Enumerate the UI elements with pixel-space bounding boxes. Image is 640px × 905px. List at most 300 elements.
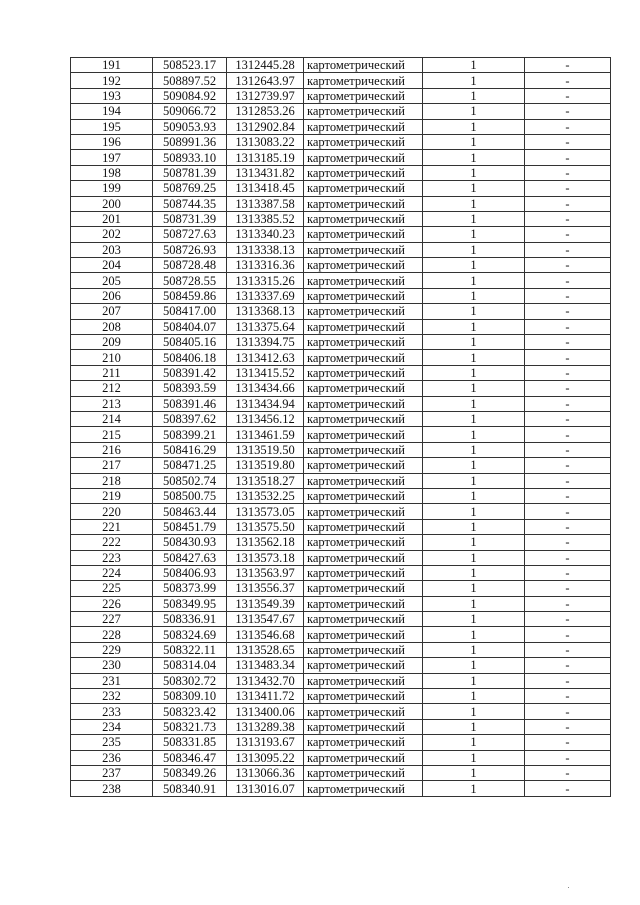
point-number-cell: 226 <box>71 596 153 611</box>
method-cell: картометрический <box>304 781 423 796</box>
point-number-cell: 198 <box>71 165 153 180</box>
dash-cell: - <box>525 258 611 273</box>
table-row <box>71 119 611 134</box>
point-number-cell: 209 <box>71 335 153 350</box>
table-row <box>71 427 611 442</box>
table-row <box>71 673 611 688</box>
y-coordinate-cell: 1313415.52 <box>227 365 304 380</box>
precision-cell: 1 <box>423 350 525 365</box>
point-number-cell: 208 <box>71 319 153 334</box>
x-coordinate-cell: 508340.91 <box>153 781 227 796</box>
y-coordinate-cell: 1313456.12 <box>227 411 304 426</box>
x-coordinate-cell: 508427.63 <box>153 550 227 565</box>
method-cell: картометрический <box>304 535 423 550</box>
point-number-cell: 238 <box>71 781 153 796</box>
x-coordinate-cell: 508302.72 <box>153 673 227 688</box>
table-row <box>71 735 611 750</box>
dash-cell: - <box>525 181 611 196</box>
point-number-cell: 203 <box>71 242 153 257</box>
x-coordinate-cell: 508405.16 <box>153 335 227 350</box>
precision-cell: 1 <box>423 750 525 765</box>
dash-cell: - <box>525 288 611 303</box>
point-number-cell: 223 <box>71 550 153 565</box>
point-number-cell: 212 <box>71 381 153 396</box>
x-coordinate-cell: 508933.10 <box>153 150 227 165</box>
table-row <box>71 458 611 473</box>
y-coordinate-cell: 1313066.36 <box>227 765 304 780</box>
point-number-cell: 236 <box>71 750 153 765</box>
method-cell: картометрический <box>304 396 423 411</box>
table-row <box>71 58 611 73</box>
table-row <box>71 165 611 180</box>
dash-cell: - <box>525 565 611 580</box>
dash-cell: - <box>525 550 611 565</box>
x-coordinate-cell: 508430.93 <box>153 535 227 550</box>
dash-cell: - <box>525 396 611 411</box>
precision-cell: 1 <box>423 719 525 734</box>
method-cell: картометрический <box>304 411 423 426</box>
y-coordinate-cell: 1313193.67 <box>227 735 304 750</box>
y-coordinate-cell: 1313549.39 <box>227 596 304 611</box>
x-coordinate-cell: 508324.69 <box>153 627 227 642</box>
y-coordinate-cell: 1313546.68 <box>227 627 304 642</box>
x-coordinate-cell: 508897.52 <box>153 73 227 88</box>
y-coordinate-cell: 1313573.18 <box>227 550 304 565</box>
point-number-cell: 192 <box>71 73 153 88</box>
dash-cell: - <box>525 273 611 288</box>
precision-cell: 1 <box>423 196 525 211</box>
table-row <box>71 73 611 88</box>
method-cell: картометрический <box>304 365 423 380</box>
method-cell: картометрический <box>304 642 423 657</box>
point-number-cell: 217 <box>71 458 153 473</box>
point-number-cell: 218 <box>71 473 153 488</box>
y-coordinate-cell: 1313431.82 <box>227 165 304 180</box>
dash-cell: - <box>525 612 611 627</box>
precision-cell: 1 <box>423 396 525 411</box>
point-number-cell: 202 <box>71 227 153 242</box>
y-coordinate-cell: 1313375.64 <box>227 319 304 334</box>
method-cell: картометрический <box>304 242 423 257</box>
method-cell: картометрический <box>304 627 423 642</box>
dash-cell: - <box>525 704 611 719</box>
method-cell: картометрический <box>304 258 423 273</box>
dash-cell: - <box>525 335 611 350</box>
x-coordinate-cell: 508397.62 <box>153 411 227 426</box>
point-number-cell: 228 <box>71 627 153 642</box>
x-coordinate-cell: 509066.72 <box>153 104 227 119</box>
table-row <box>71 519 611 534</box>
precision-cell: 1 <box>423 704 525 719</box>
x-coordinate-cell: 508991.36 <box>153 134 227 149</box>
table-row <box>71 288 611 303</box>
method-cell: картометрический <box>304 719 423 734</box>
point-number-cell: 237 <box>71 765 153 780</box>
dash-cell: - <box>525 119 611 134</box>
precision-cell: 1 <box>423 150 525 165</box>
method-cell: картометрический <box>304 165 423 180</box>
method-cell: картометрический <box>304 181 423 196</box>
point-number-cell: 205 <box>71 273 153 288</box>
method-cell: картометрический <box>304 673 423 688</box>
precision-cell: 1 <box>423 134 525 149</box>
y-coordinate-cell: 1313338.13 <box>227 242 304 257</box>
y-coordinate-cell: 1313432.70 <box>227 673 304 688</box>
point-number-cell: 195 <box>71 119 153 134</box>
precision-cell: 1 <box>423 458 525 473</box>
method-cell: картометрический <box>304 658 423 673</box>
dash-cell: - <box>525 242 611 257</box>
dash-cell: - <box>525 458 611 473</box>
x-coordinate-cell: 508314.04 <box>153 658 227 673</box>
method-cell: картометрический <box>304 227 423 242</box>
y-coordinate-cell: 1313483.34 <box>227 658 304 673</box>
x-coordinate-cell: 508393.59 <box>153 381 227 396</box>
method-cell: картометрический <box>304 442 423 457</box>
precision-cell: 1 <box>423 642 525 657</box>
point-number-cell: 225 <box>71 581 153 596</box>
method-cell: картометрический <box>304 104 423 119</box>
method-cell: картометрический <box>304 765 423 780</box>
y-coordinate-cell: 1313434.66 <box>227 381 304 396</box>
point-number-cell: 221 <box>71 519 153 534</box>
method-cell: картометрический <box>304 273 423 288</box>
point-number-cell: 206 <box>71 288 153 303</box>
x-coordinate-cell: 508406.93 <box>153 565 227 580</box>
dash-cell: - <box>525 504 611 519</box>
dash-cell: - <box>525 750 611 765</box>
y-coordinate-cell: 1312902.84 <box>227 119 304 134</box>
point-number-cell: 191 <box>71 58 153 73</box>
y-coordinate-cell: 1313316.36 <box>227 258 304 273</box>
table-row <box>71 381 611 396</box>
point-number-cell: 216 <box>71 442 153 457</box>
method-cell: картометрический <box>304 689 423 704</box>
point-number-cell: 211 <box>71 365 153 380</box>
method-cell: картометрический <box>304 550 423 565</box>
point-number-cell: 200 <box>71 196 153 211</box>
dash-cell: - <box>525 488 611 503</box>
x-coordinate-cell: 508451.79 <box>153 519 227 534</box>
precision-cell: 1 <box>423 627 525 642</box>
dash-cell: - <box>525 104 611 119</box>
coordinates-table-body <box>71 58 611 797</box>
y-coordinate-cell: 1313532.25 <box>227 488 304 503</box>
x-coordinate-cell: 508417.00 <box>153 304 227 319</box>
dash-cell: - <box>525 88 611 103</box>
table-row <box>71 689 611 704</box>
point-number-cell: 231 <box>71 673 153 688</box>
y-coordinate-cell: 1312445.28 <box>227 58 304 73</box>
method-cell: картометрический <box>304 119 423 134</box>
table-row <box>71 550 611 565</box>
precision-cell: 1 <box>423 550 525 565</box>
scan-speck <box>568 887 569 888</box>
table-row <box>71 227 611 242</box>
x-coordinate-cell: 508500.75 <box>153 488 227 503</box>
x-coordinate-cell: 508373.99 <box>153 581 227 596</box>
table-row <box>71 273 611 288</box>
dash-cell: - <box>525 211 611 226</box>
method-cell: картометрический <box>304 304 423 319</box>
dash-cell: - <box>525 735 611 750</box>
x-coordinate-cell: 508336.91 <box>153 612 227 627</box>
table-row <box>71 535 611 550</box>
table-row <box>71 473 611 488</box>
point-number-cell: 193 <box>71 88 153 103</box>
point-number-cell: 220 <box>71 504 153 519</box>
table-row <box>71 442 611 457</box>
dash-cell: - <box>525 411 611 426</box>
table-row <box>71 150 611 165</box>
y-coordinate-cell: 1313563.97 <box>227 565 304 580</box>
precision-cell: 1 <box>423 519 525 534</box>
precision-cell: 1 <box>423 427 525 442</box>
dash-cell: - <box>525 535 611 550</box>
point-number-cell: 224 <box>71 565 153 580</box>
precision-cell: 1 <box>423 119 525 134</box>
precision-cell: 1 <box>423 73 525 88</box>
precision-cell: 1 <box>423 673 525 688</box>
dash-cell: - <box>525 365 611 380</box>
point-number-cell: 197 <box>71 150 153 165</box>
table-row <box>71 396 611 411</box>
precision-cell: 1 <box>423 765 525 780</box>
y-coordinate-cell: 1313016.07 <box>227 781 304 796</box>
x-coordinate-cell: 508404.07 <box>153 319 227 334</box>
y-coordinate-cell: 1313394.75 <box>227 335 304 350</box>
y-coordinate-cell: 1313547.67 <box>227 612 304 627</box>
point-number-cell: 227 <box>71 612 153 627</box>
table-row <box>71 350 611 365</box>
method-cell: картометрический <box>304 350 423 365</box>
table-row <box>71 211 611 226</box>
y-coordinate-cell: 1313528.65 <box>227 642 304 657</box>
table-row <box>71 750 611 765</box>
x-coordinate-cell: 508391.46 <box>153 396 227 411</box>
y-coordinate-cell: 1313411.72 <box>227 689 304 704</box>
precision-cell: 1 <box>423 442 525 457</box>
dash-cell: - <box>525 165 611 180</box>
precision-cell: 1 <box>423 381 525 396</box>
x-coordinate-cell: 508416.29 <box>153 442 227 457</box>
method-cell: картометрический <box>304 381 423 396</box>
x-coordinate-cell: 508331.85 <box>153 735 227 750</box>
x-coordinate-cell: 508726.93 <box>153 242 227 257</box>
point-number-cell: 213 <box>71 396 153 411</box>
precision-cell: 1 <box>423 288 525 303</box>
precision-cell: 1 <box>423 273 525 288</box>
x-coordinate-cell: 508406.18 <box>153 350 227 365</box>
table-row <box>71 581 611 596</box>
dash-cell: - <box>525 304 611 319</box>
dash-cell: - <box>525 381 611 396</box>
y-coordinate-cell: 1313434.94 <box>227 396 304 411</box>
method-cell: картометрический <box>304 704 423 719</box>
table-row <box>71 704 611 719</box>
method-cell: картометрический <box>304 73 423 88</box>
precision-cell: 1 <box>423 242 525 257</box>
point-number-cell: 232 <box>71 689 153 704</box>
dash-cell: - <box>525 596 611 611</box>
dash-cell: - <box>525 689 611 704</box>
table-row <box>71 181 611 196</box>
x-coordinate-cell: 508399.21 <box>153 427 227 442</box>
precision-cell: 1 <box>423 565 525 580</box>
precision-cell: 1 <box>423 612 525 627</box>
method-cell: картометрический <box>304 211 423 226</box>
precision-cell: 1 <box>423 104 525 119</box>
method-cell: картометрический <box>304 427 423 442</box>
precision-cell: 1 <box>423 411 525 426</box>
y-coordinate-cell: 1312739.97 <box>227 88 304 103</box>
y-coordinate-cell: 1313519.80 <box>227 458 304 473</box>
y-coordinate-cell: 1313461.59 <box>227 427 304 442</box>
x-coordinate-cell: 508502.74 <box>153 473 227 488</box>
point-number-cell: 230 <box>71 658 153 673</box>
y-coordinate-cell: 1313400.06 <box>227 704 304 719</box>
table-row <box>71 719 611 734</box>
y-coordinate-cell: 1313519.50 <box>227 442 304 457</box>
dash-cell: - <box>525 765 611 780</box>
table-row <box>71 258 611 273</box>
method-cell: картометрический <box>304 473 423 488</box>
precision-cell: 1 <box>423 165 525 180</box>
table-row <box>71 411 611 426</box>
y-coordinate-cell: 1313418.45 <box>227 181 304 196</box>
precision-cell: 1 <box>423 596 525 611</box>
x-coordinate-cell: 508781.39 <box>153 165 227 180</box>
point-number-cell: 196 <box>71 134 153 149</box>
dash-cell: - <box>525 719 611 734</box>
x-coordinate-cell: 508349.95 <box>153 596 227 611</box>
precision-cell: 1 <box>423 181 525 196</box>
y-coordinate-cell: 1313315.26 <box>227 273 304 288</box>
method-cell: картометрический <box>304 150 423 165</box>
table-row <box>71 765 611 780</box>
dash-cell: - <box>525 473 611 488</box>
table-row <box>71 319 611 334</box>
point-number-cell: 229 <box>71 642 153 657</box>
x-coordinate-cell: 508391.42 <box>153 365 227 380</box>
table-row <box>71 627 611 642</box>
dash-cell: - <box>525 350 611 365</box>
table-row <box>71 612 611 627</box>
method-cell: картометрический <box>304 88 423 103</box>
dash-cell: - <box>525 642 611 657</box>
table-row <box>71 781 611 796</box>
table-row <box>71 504 611 519</box>
precision-cell: 1 <box>423 88 525 103</box>
x-coordinate-cell: 508728.48 <box>153 258 227 273</box>
y-coordinate-cell: 1312643.97 <box>227 73 304 88</box>
y-coordinate-cell: 1313385.52 <box>227 211 304 226</box>
dash-cell: - <box>525 581 611 596</box>
x-coordinate-cell: 508463.44 <box>153 504 227 519</box>
y-coordinate-cell: 1313340.23 <box>227 227 304 242</box>
dash-cell: - <box>525 150 611 165</box>
precision-cell: 1 <box>423 504 525 519</box>
precision-cell: 1 <box>423 535 525 550</box>
x-coordinate-cell: 509053.93 <box>153 119 227 134</box>
method-cell: картометрический <box>304 596 423 611</box>
x-coordinate-cell: 509084.92 <box>153 88 227 103</box>
precision-cell: 1 <box>423 658 525 673</box>
precision-cell: 1 <box>423 58 525 73</box>
point-number-cell: 215 <box>71 427 153 442</box>
x-coordinate-cell: 508731.39 <box>153 211 227 226</box>
table-row <box>71 596 611 611</box>
dash-cell: - <box>525 73 611 88</box>
dash-cell: - <box>525 58 611 73</box>
y-coordinate-cell: 1313083.22 <box>227 134 304 149</box>
method-cell: картометрический <box>304 735 423 750</box>
precision-cell: 1 <box>423 473 525 488</box>
method-cell: картометрический <box>304 319 423 334</box>
y-coordinate-cell: 1313387.58 <box>227 196 304 211</box>
dash-cell: - <box>525 319 611 334</box>
point-number-cell: 233 <box>71 704 153 719</box>
point-number-cell: 219 <box>71 488 153 503</box>
y-coordinate-cell: 1313368.13 <box>227 304 304 319</box>
dash-cell: - <box>525 196 611 211</box>
coordinates-table <box>70 57 611 797</box>
method-cell: картометрический <box>304 488 423 503</box>
table-row <box>71 196 611 211</box>
table-row <box>71 304 611 319</box>
point-number-cell: 235 <box>71 735 153 750</box>
method-cell: картометрический <box>304 504 423 519</box>
table-row <box>71 242 611 257</box>
x-coordinate-cell: 508346.47 <box>153 750 227 765</box>
point-number-cell: 222 <box>71 535 153 550</box>
x-coordinate-cell: 508523.17 <box>153 58 227 73</box>
x-coordinate-cell: 508769.25 <box>153 181 227 196</box>
point-number-cell: 207 <box>71 304 153 319</box>
precision-cell: 1 <box>423 581 525 596</box>
method-cell: картометрический <box>304 612 423 627</box>
table-row <box>71 488 611 503</box>
x-coordinate-cell: 508744.35 <box>153 196 227 211</box>
x-coordinate-cell: 508459.86 <box>153 288 227 303</box>
y-coordinate-cell: 1313556.37 <box>227 581 304 596</box>
y-coordinate-cell: 1313185.19 <box>227 150 304 165</box>
x-coordinate-cell: 508728.55 <box>153 273 227 288</box>
method-cell: картометрический <box>304 750 423 765</box>
table-row <box>71 104 611 119</box>
y-coordinate-cell: 1313289.38 <box>227 719 304 734</box>
precision-cell: 1 <box>423 781 525 796</box>
table-row <box>71 335 611 350</box>
precision-cell: 1 <box>423 304 525 319</box>
dash-cell: - <box>525 427 611 442</box>
y-coordinate-cell: 1313575.50 <box>227 519 304 534</box>
point-number-cell: 194 <box>71 104 153 119</box>
point-number-cell: 204 <box>71 258 153 273</box>
x-coordinate-cell: 508321.73 <box>153 719 227 734</box>
table-row <box>71 88 611 103</box>
point-number-cell: 201 <box>71 211 153 226</box>
table-row <box>71 134 611 149</box>
precision-cell: 1 <box>423 258 525 273</box>
table-row <box>71 565 611 580</box>
method-cell: картометрический <box>304 565 423 580</box>
precision-cell: 1 <box>423 689 525 704</box>
y-coordinate-cell: 1313412.63 <box>227 350 304 365</box>
precision-cell: 1 <box>423 488 525 503</box>
method-cell: картометрический <box>304 134 423 149</box>
method-cell: картометрический <box>304 581 423 596</box>
